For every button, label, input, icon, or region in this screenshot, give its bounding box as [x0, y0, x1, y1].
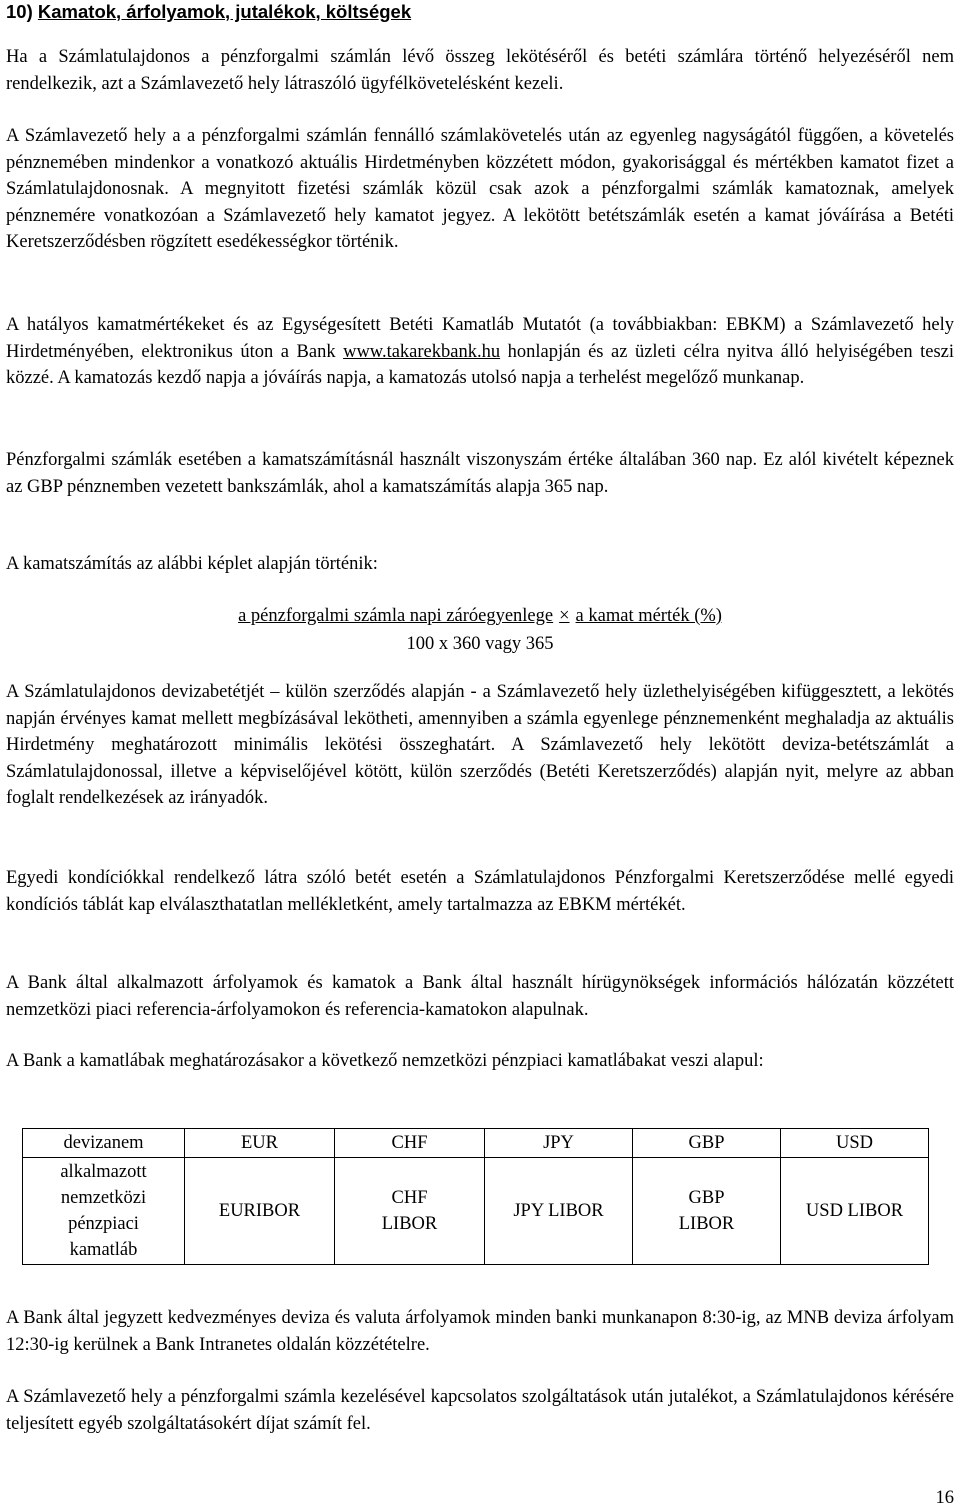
table-header-cell: USD	[781, 1129, 929, 1158]
page-number: 16	[935, 1488, 954, 1508]
paragraph-individual-conditions: Egyedi kondíciókkal rendelkező látra szóló betét esetén a Számlatulajdonos Pénzforgalmi Keretszerződése mellé egyedi kondíciós táblát kap elválaszthatatlan mellékletként, amely tartalmazza az EBKM mértékét.	[6, 868, 954, 915]
table-header-cell: JPY	[485, 1129, 633, 1158]
paragraph-formula-intro: A kamatszámítás az alábbi képlet alapján történik:	[6, 554, 378, 574]
paragraph-exchange-rate-publication: A Bank által jegyzett kedvezményes deviza és valuta árfolyamok minden banki munkanapon 8:30-ig, az MNB deviza árfolyam 12:30-ig kerülnek a Bank Intranetes oldalán közzétételre.	[6, 1308, 954, 1355]
formula-numerator-left: a pénzforgalmi számla napi záróegyenlege	[238, 606, 554, 626]
paragraph-reference-rates: A Bank által alkalmazott árfolyamok és kamatok a Bank által használt hírügynökségek információs hálózatán közzétett nemzetközi piaci referencia-árfolyamokon és referencia-kamatokon alapulnak.	[6, 973, 954, 1020]
paragraph-unassigned-balance: Ha a Számlatulajdonos a pénzforgalmi számlán lévő összeg lekötéséről és betéti számlára történő helyezéséről nem rendelkezik, azt a Számlavezető hely látraszóló ügyfélkövetelésként kezeli.	[6, 47, 954, 94]
table-cell: GBP LIBOR	[633, 1158, 781, 1265]
formula-numerator	[6, 602, 954, 630]
table-cell: EURIBOR	[185, 1158, 335, 1265]
paragraph-interest-payment-part1: A Számlavezető hely a a pénzforgalmi számlán fennálló számlakövetelés után az egyenleg nagyságától függően, a követelés pénznemében mindenkor a vonatkozó aktuális Hirdetményben közzétett módon, gyakorisággal és mértékben kamatot fizet a Számlatulajdonosnak.	[6, 126, 954, 199]
section-number: 10)	[6, 1, 33, 22]
table-cell: CHF LIBOR	[335, 1158, 485, 1265]
paragraph-ebkm-publication	[6, 312, 954, 392]
paragraph-money-market-rates: A Bank a kamatlábak meghatározásakor a következő nemzetközi pénzpiaci kamatlábakat veszi alapul:	[6, 1051, 764, 1071]
paragraph-ebkm-text-after: honlapján és az üzleti célra nyitva álló helyiségében teszi közzé. A kamatozás kezdő napja a jóváírás napja, a kamatozás utolsó napja a terhelést megelőző munkanap.	[6, 341, 954, 388]
section-title: Kamatok, árfolyamok, jutalékok, költségek	[37, 1, 412, 22]
paragraph-fx-deposit: A Számlatulajdonos devizabetétjét – külön szerződés alapján - a Számlavezető hely üzlethelyiségében kifüggesztett, a lekötés napján érvényes kamat mellett megbízásával lekötheti, amennyiben a számla egyenlege pénznemenként meghaladja az aktuális Hirdetmény meghatározott minimális lekötési összeghatárt. A Számlavezető hely lekötött deviza-betétszámlát a Számlatulajdonossal, illetve a képviselőjével kötött, külön szerződés (Betéti Keretszerződés) alapján nyit, melyre az abban foglalt rendelkezések az irányadók.	[6, 682, 954, 808]
paragraph-interest-payment	[6, 123, 954, 256]
formula-numerator-right: a kamat mérték (%)	[575, 606, 722, 626]
formula-operator: ×	[559, 606, 570, 626]
table-header-cell: GBP	[633, 1129, 781, 1158]
table-cell: USD LIBOR	[781, 1158, 929, 1265]
table-row	[23, 1158, 929, 1265]
section-heading	[6, 0, 411, 24]
bank-website-link[interactable]: www.takarekbank.hu	[343, 341, 501, 362]
paragraph-ebkm-text-before: A hatályos kamatmértékeket és az Egységesített Betéti Kamatláb Mutatót (a továbbiakban: EBKM) a Számlavezető hely Hirdetményében, elektronikus úton a Bank	[6, 315, 954, 362]
paragraph-interest-payment-part2: A megnyitott fizetési számlák közül csak azok a pénzforgalmi számlák kamatoznak, amelyek pénznemére vonatkozóan a Számlavezető hely kamatot jegyez. A lekötött betétszámlák esetén a kamat jóváírása a Betéti Keretszerződésben rögzített esedékességkor történik.	[6, 179, 955, 252]
formula-denominator: 100 x 360 vagy 365	[406, 634, 554, 654]
table-cell: alkalmazott nemzetközi pénzpiaci kamatláb	[23, 1158, 185, 1265]
interest-rate-table	[22, 1128, 929, 1265]
table-header-cell: EUR	[185, 1129, 335, 1158]
paragraph-day-count: Pénzforgalmi számlák esetében a kamatszámításnál használt viszonyszám értéke általában 360 nap. Ez alól kivételt képeznek az GBP pénznemben vezetett bankszámlák, ahol a kamatszámítás alapja 365 nap.	[6, 450, 954, 497]
table-cell: JPY LIBOR	[485, 1158, 633, 1265]
table-header-cell: devizanem	[23, 1129, 185, 1158]
table-header-cell: CHF	[335, 1129, 485, 1158]
interest-formula	[6, 602, 954, 658]
paragraph-fees-commissions: A Számlavezető hely a pénzforgalmi számla kezelésével kapcsolatos szolgáltatások után jutalékot, a Számlatulajdonos kérésére teljesített egyéb szolgáltatásokért díjat számít fel.	[6, 1387, 954, 1434]
table-header-row	[23, 1129, 929, 1158]
